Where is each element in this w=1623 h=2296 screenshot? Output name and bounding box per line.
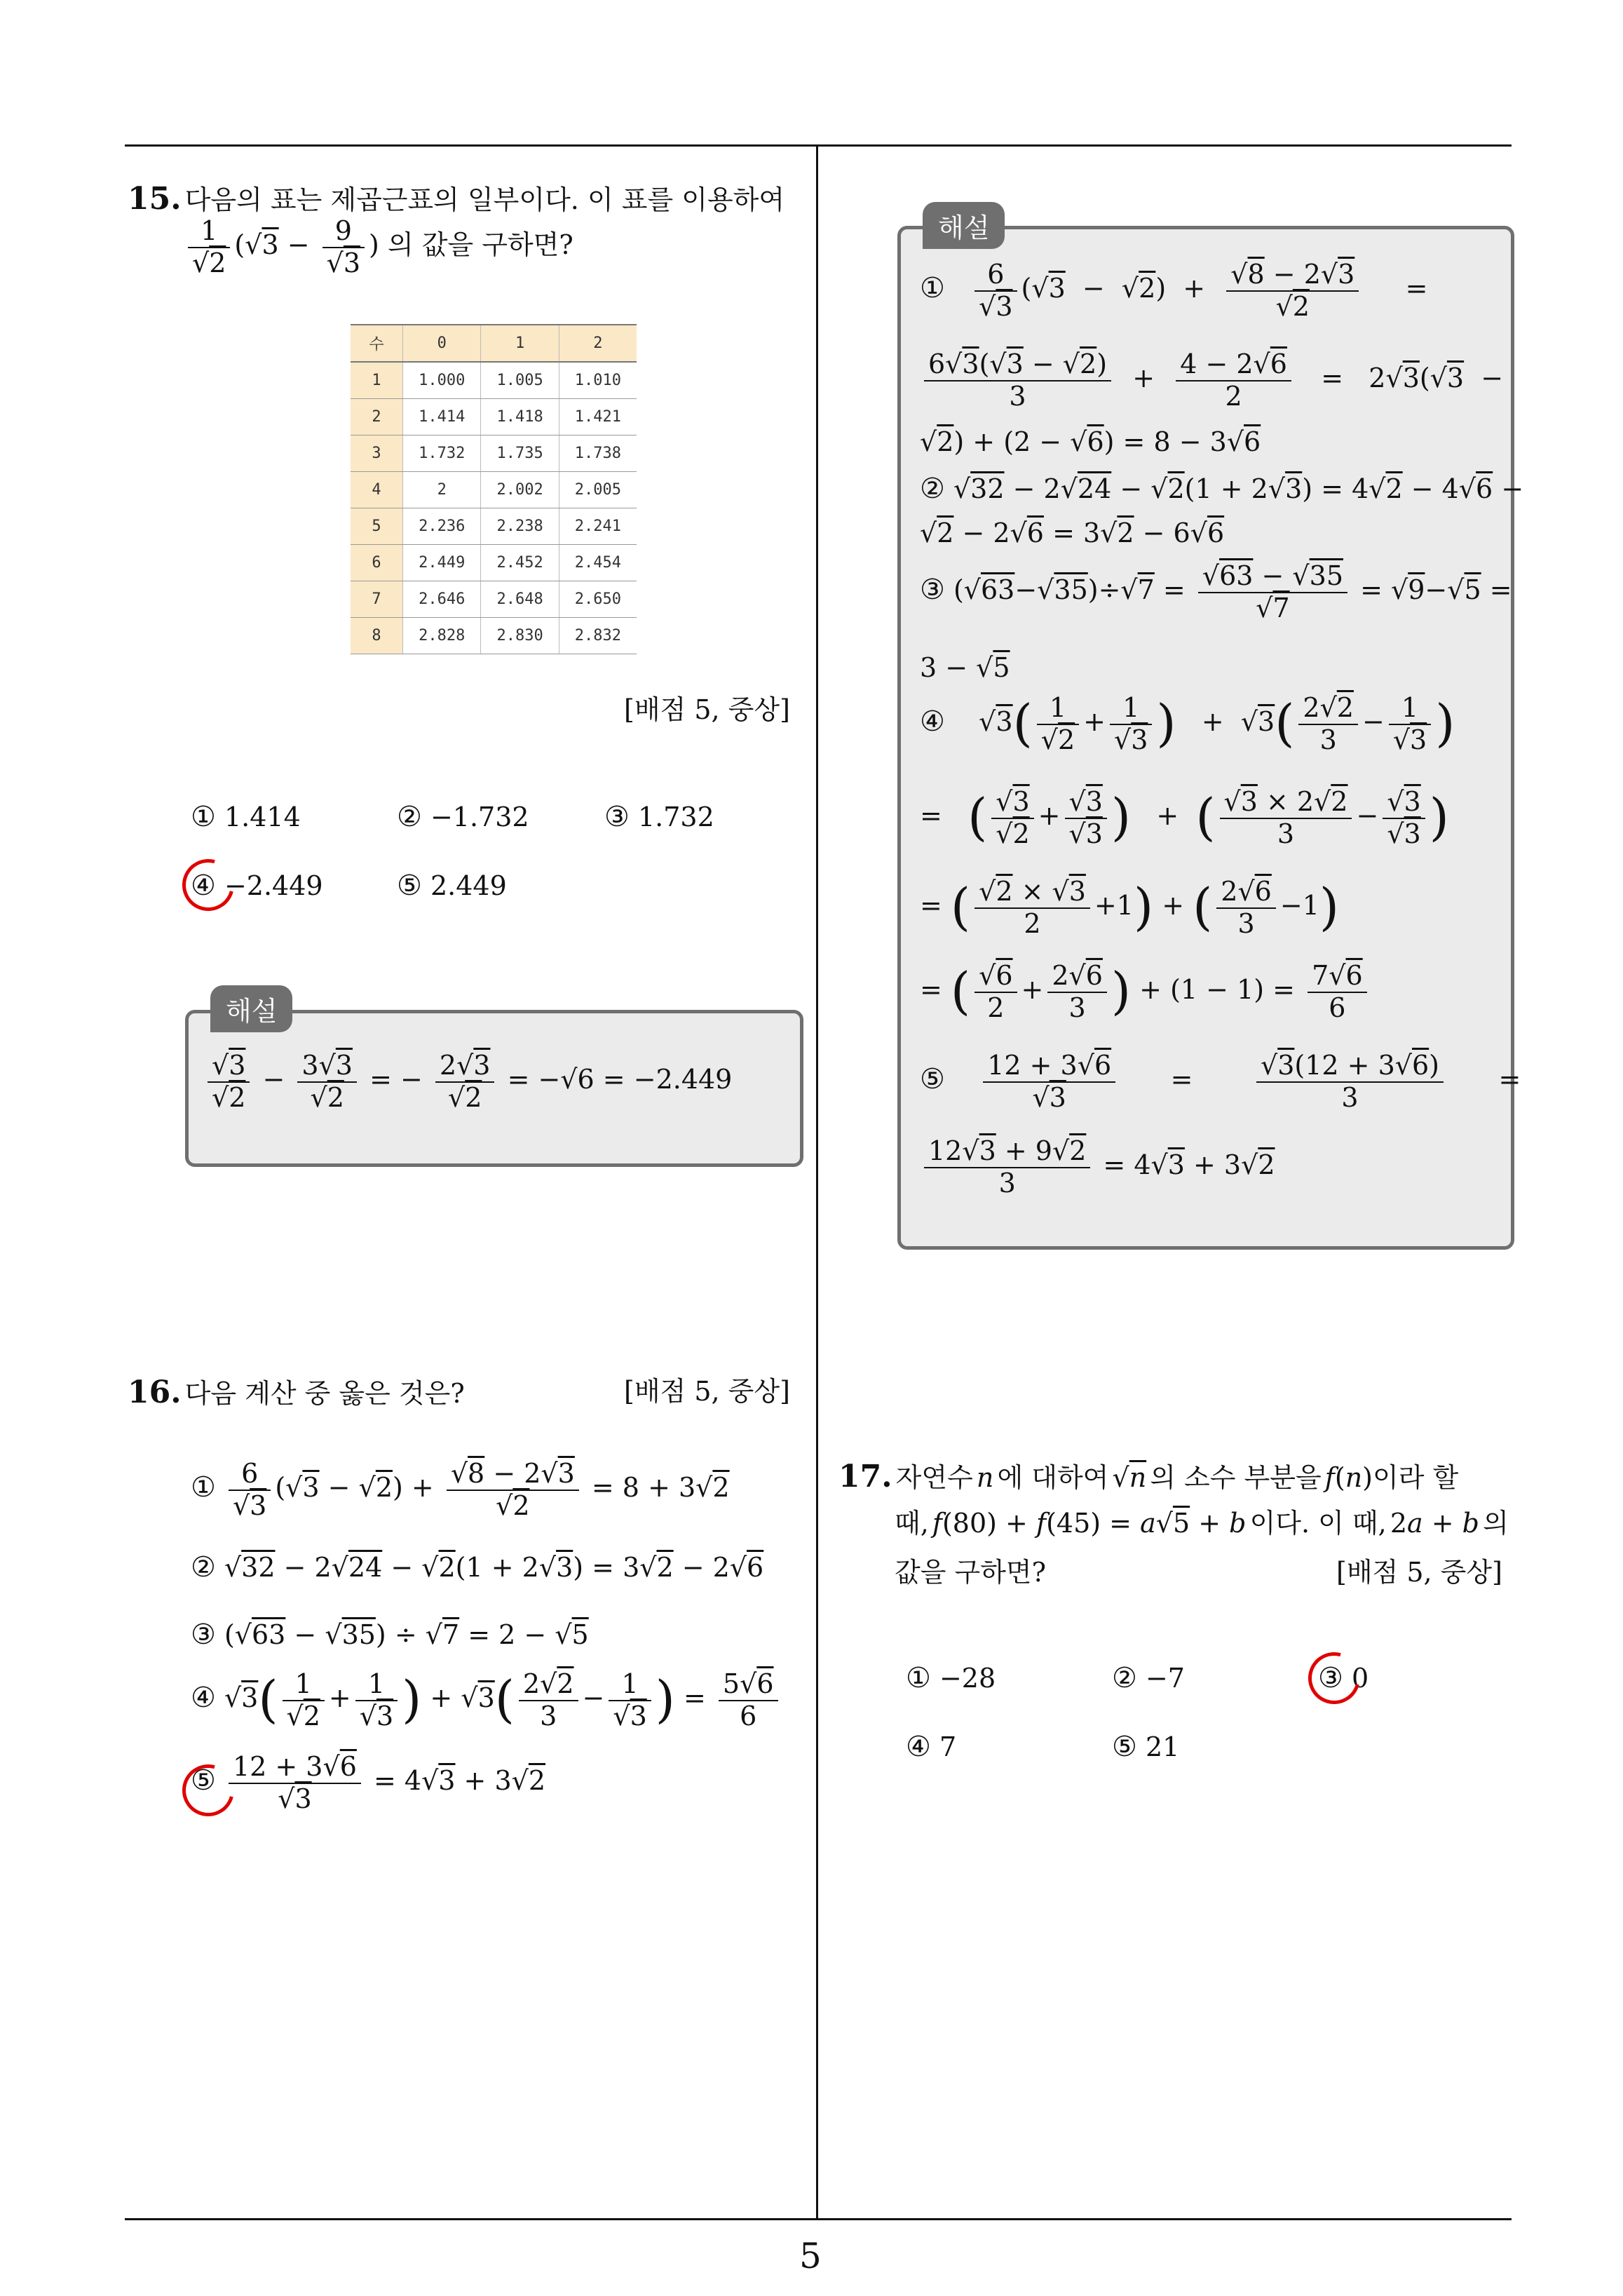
solution-line: √2 − 2√6 = 3√2 − 6√6 bbox=[920, 518, 1225, 548]
table-header: 2 bbox=[559, 325, 637, 362]
table-cell: 1.421 bbox=[559, 399, 637, 435]
table-cell: 1.414 bbox=[403, 399, 481, 435]
choice-value: −7 bbox=[1145, 1663, 1185, 1694]
table-cell: 2 bbox=[351, 399, 403, 435]
choice-mark: ① bbox=[191, 801, 216, 833]
choice-4[interactable] bbox=[906, 1731, 956, 1763]
question-text: 의 bbox=[1483, 1508, 1509, 1539]
top-rule bbox=[125, 144, 1512, 147]
question-17-line3: 값을 구하면? bbox=[895, 1557, 1046, 1588]
solution-line: ④ √3( $\frac{1}{√2}$ + $\frac{1}{√3}$ ) + √3( $\frac{2√2}{3}$ − $\frac{1}{√3}$ ) bbox=[920, 692, 1455, 755]
solution-line: √2) + (2 − √6) = 8 − 3√6 bbox=[920, 426, 1261, 457]
question-text: 에 대하여 bbox=[997, 1462, 1109, 1493]
choice-value: −28 bbox=[939, 1663, 996, 1694]
table-cell: 3 bbox=[351, 435, 403, 472]
table-row bbox=[351, 435, 637, 472]
choice-value: 1.732 bbox=[637, 802, 714, 832]
choice-value: 0 bbox=[1351, 1663, 1369, 1694]
solution-line: $\frac{12√3 + 9√2}{3}$ = 4√3 + 3√2 bbox=[920, 1136, 1275, 1198]
table-cell: 2.236 bbox=[403, 508, 481, 545]
question-text: 다음의 표는 제곱근표의 일부이다. 이 표를 이용하여 bbox=[184, 184, 785, 215]
choice-mark: ① bbox=[191, 1471, 216, 1504]
question-15 bbox=[128, 181, 801, 217]
table-row bbox=[351, 618, 637, 654]
question-15-points: [배점 5, 중상] bbox=[624, 694, 790, 725]
table-cell: 1.732 bbox=[403, 435, 481, 472]
question-text: 자연수 bbox=[895, 1462, 973, 1493]
question-16 bbox=[128, 1375, 465, 1410]
solution-mark: ② bbox=[920, 473, 945, 505]
question-text: 때, bbox=[895, 1508, 929, 1539]
table-row bbox=[351, 581, 637, 618]
question-16-points: [배점 5, 중상] bbox=[624, 1376, 790, 1407]
solution-line: 3 − √5 bbox=[920, 652, 1010, 683]
table-cell: 1.738 bbox=[559, 435, 637, 472]
table-cell: 5 bbox=[351, 508, 403, 545]
solution-line: = ( $\frac{√3}{√2}$ + $\frac{√3}{√3}$ ) + ( $\frac{√3 \times 2√2}{3}$ − $\frac{√3}{√3}$ ) bbox=[920, 786, 1449, 849]
choice-mark: ③ bbox=[1318, 1662, 1343, 1694]
choice-5[interactable]: ⑤ $\frac{12 + 3√6}{√3}$ = 4√3 + 3√2 bbox=[191, 1751, 546, 1814]
choice-1[interactable]: ① $\frac{6}{√3}$ (√3 − √2) + $\frac{√8 - 2√3}{√2}$ = 8 + 3√2 bbox=[191, 1458, 730, 1521]
table-header: 1 bbox=[481, 325, 559, 362]
solution-mark: ⑤ bbox=[920, 1063, 945, 1096]
choice-mark: ② bbox=[191, 1551, 216, 1583]
solution-mark: ④ bbox=[920, 705, 945, 738]
question-17-line2: 때, f(80) + f(45) = a√5 + b 이다. 이 때, 2a + b 의 bbox=[895, 1508, 1509, 1539]
solution-result: = −√6 = −2.449 bbox=[507, 1064, 733, 1095]
question-number: 16. bbox=[128, 1375, 182, 1410]
question-text: 이라 할 bbox=[1373, 1462, 1459, 1493]
question-text: 의 소수 부분을 bbox=[1150, 1462, 1322, 1493]
table-cell: 1 bbox=[351, 362, 403, 399]
table-cell: 4 bbox=[351, 472, 403, 508]
table-cell: 6 bbox=[351, 545, 403, 581]
bottom-rule bbox=[125, 2218, 1512, 2220]
choice-mark: ② bbox=[1112, 1662, 1137, 1694]
table-cell: 7 bbox=[351, 581, 403, 618]
table-cell: 2.646 bbox=[403, 581, 481, 618]
table-cell: 1.010 bbox=[559, 362, 637, 399]
choice-5[interactable] bbox=[397, 870, 507, 902]
table-row bbox=[351, 472, 637, 508]
question-17: 17. 자연수 n 에 대하여 √n 의 소수 부분을 f(n)이라 할 bbox=[838, 1459, 1459, 1494]
choice-value: −1.732 bbox=[430, 802, 529, 832]
choice-mark: ② bbox=[397, 801, 422, 833]
choice-mark: ⑤ bbox=[1112, 1731, 1137, 1763]
choice-5[interactable] bbox=[1112, 1731, 1179, 1763]
table-cell: 1.735 bbox=[481, 435, 559, 472]
choice-value: −2.449 bbox=[224, 870, 323, 901]
table-header-row bbox=[351, 325, 637, 362]
solution-line: $\frac{6√3(√3 - √2)}{3}$ + $\frac{4 - 2√6}{2}$ = 2√3(√3 − bbox=[920, 349, 1503, 412]
choice-1[interactable] bbox=[906, 1662, 996, 1694]
solution-line: ⑤ $\frac{12 + 3√6}{√3}$ = $\frac{√3(12 + 3√6)}{3}$ = bbox=[920, 1050, 1521, 1113]
square-root-table bbox=[351, 324, 637, 654]
choice-3[interactable] bbox=[604, 801, 714, 833]
choice-mark: ④ bbox=[191, 870, 216, 902]
table-header: 수 bbox=[351, 325, 403, 362]
choice-value: 7 bbox=[939, 1731, 957, 1762]
choice-3[interactable]: ③ (√63 − √35) ÷ √7 = 2 − √5 bbox=[191, 1619, 589, 1651]
table-cell: 2.002 bbox=[481, 472, 559, 508]
choice-1[interactable] bbox=[191, 801, 301, 833]
choice-2[interactable]: ② √32 − 2√24 − √2(1 + 2√3) = 3√2 − 2√6 bbox=[191, 1551, 764, 1583]
choice-value: 21 bbox=[1145, 1731, 1180, 1762]
table-cell: 2.449 bbox=[403, 545, 481, 581]
solution-label: 해설 bbox=[923, 202, 1005, 249]
table-row bbox=[351, 545, 637, 581]
choice-mark: ④ bbox=[906, 1731, 931, 1763]
choice-value: 1.414 bbox=[224, 802, 301, 832]
choice-value: 2.449 bbox=[430, 870, 507, 901]
solution-mark: ③ bbox=[920, 574, 945, 607]
table-cell: 2.830 bbox=[481, 618, 559, 654]
table-cell: 8 bbox=[351, 618, 403, 654]
page-number: 5 bbox=[799, 2236, 822, 2276]
question-text: 이다. 이 때, bbox=[1249, 1508, 1387, 1539]
solution-line: = ( $\frac{√6}{2}$ + $\frac{2√6}{3}$ ) + (1 − 1) = $\frac{7√6}{6}$ bbox=[920, 961, 1371, 1023]
table-cell: 2.241 bbox=[559, 508, 637, 545]
question-number: 15. bbox=[128, 181, 182, 217]
question-text-tail: 의 값을 구하면? bbox=[387, 229, 573, 261]
solution-mark: ① bbox=[920, 272, 945, 305]
table-cell: 2.650 bbox=[559, 581, 637, 618]
choice-mark: ⑤ bbox=[397, 870, 422, 902]
table-cell: 2.238 bbox=[481, 508, 559, 545]
choice-mark: ③ bbox=[191, 1619, 216, 1651]
question-number: 17. bbox=[838, 1459, 892, 1494]
question-15-expression: $\frac{1}{√2}$ (√3 − $\frac{9}{√3}$ ) 의 값을 구하면? bbox=[184, 216, 573, 278]
choice-2[interactable] bbox=[397, 801, 529, 833]
table-cell: 1.000 bbox=[403, 362, 481, 399]
table-row bbox=[351, 362, 637, 399]
solution-line: = ( $\frac{√2 \times √3}{2}$ +1) + ( $\frac{2√6}{3}$ −1) bbox=[920, 876, 1340, 939]
table-cell: 2.005 bbox=[559, 472, 637, 508]
table-cell: 2.828 bbox=[403, 618, 481, 654]
table-header: 0 bbox=[403, 325, 481, 362]
table-cell: 2.454 bbox=[559, 545, 637, 581]
answer-mark-icon bbox=[172, 849, 243, 920]
choice-4[interactable]: ④ √3( $\frac{1}{√2}$ + $\frac{1}{√3}$ ) + √3( $\frac{2√2}{3}$ − $\frac{1}{√3}$ ) = $\frac{5√6}{6}$ bbox=[191, 1669, 782, 1731]
solution-line: ① $\frac{6}{√3}$ (√3 − √2) + $\frac{√8 - 2√3}{√2}$ = bbox=[920, 259, 1428, 322]
table-cell: 1.418 bbox=[481, 399, 559, 435]
table-cell: 1.005 bbox=[481, 362, 559, 399]
choice-2[interactable] bbox=[1112, 1662, 1185, 1694]
solution-line: ② √32 − 2√24 − √2(1 + 2√3) = 4√2 − 4√6 − bbox=[920, 473, 1524, 505]
solution-label: 해설 bbox=[210, 985, 292, 1032]
table-row bbox=[351, 399, 637, 435]
choice-mark: ③ bbox=[604, 801, 630, 833]
choice-mark: ⑤ bbox=[191, 1764, 216, 1797]
column-divider bbox=[816, 144, 818, 2220]
table-cell: 2.832 bbox=[559, 618, 637, 654]
table-row bbox=[351, 508, 637, 545]
answer-mark-icon bbox=[1298, 1642, 1369, 1713]
table-cell: 2 bbox=[403, 472, 481, 508]
solution-expression: $\frac{√3}{√2}$ − $\frac{3√3}{√2}$ = − $\frac{2√3}{√2}$ = −√6 = −2.449 bbox=[203, 1051, 732, 1113]
table-cell: 2.452 bbox=[481, 545, 559, 581]
choice-mark: ④ bbox=[191, 1682, 216, 1715]
table-cell: 2.648 bbox=[481, 581, 559, 618]
question-text: 다음 계산 중 옳은 것은? bbox=[184, 1378, 465, 1409]
question-17-points: [배점 5, 중상] bbox=[1336, 1557, 1502, 1588]
choice-mark: ① bbox=[906, 1662, 931, 1694]
solution-line: ③ (√63−√35)÷√7 = $\frac{√63 - √35}{√7}$ = √9−√5 = bbox=[920, 560, 1512, 623]
